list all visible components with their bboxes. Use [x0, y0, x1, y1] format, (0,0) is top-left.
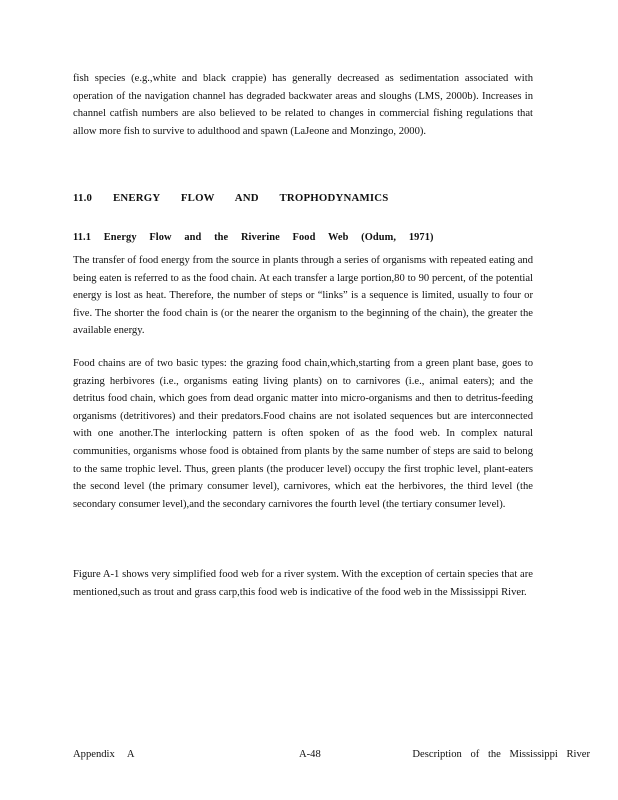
paragraph-block-4: [73, 566, 533, 601]
body-paragraph: The transfer of food energy from the source in plants through a series of organisms with repeated eating and being eaten is referred to as the food chain. At each transfer a large portion,80 to 90 percent, of the potential energy is lost as heat. Therefore, the number of steps or “links” is a sequence is limited, usually to four or five. The shorter the food chain is (or the nearer the organism to the beginning of the chain), the greater the available energy.: [73, 255, 533, 337]
footer-document-title: Description of the Mississippi River: [412, 749, 590, 760]
footer-appendix-label: Appendix A: [73, 749, 135, 760]
paragraph-block-2: [73, 252, 533, 340]
section-heading: 11.0 ENERGY FLOW AND TROPHODYNAMICS: [73, 192, 389, 204]
page-number: A-48: [299, 749, 321, 760]
paragraph-block-3: [73, 355, 533, 513]
body-paragraph: fish species (e.g.,white and black crappie) has generally decreased as sedimentation associated with operation of the navigation channel has degraded backwater areas and sloughs (LMS, 2000b). Increases in channel catfish numbers are also believed to be related to changes in commercial fishing regulations that allow more fish to survive to adulthood and spawn (LaJeone and Monzingo, 2000).: [73, 73, 533, 137]
subsection-heading: 11.1 Energy Flow and the Riverine Food Web (Odum, 1971): [73, 232, 434, 243]
body-paragraph: Figure A-1 shows very simplified food web for a river system. With the exception of certain species that are mentioned,such as trout and grass carp,this food web is indicative of the food web in the Mississippi River.: [73, 569, 533, 598]
body-paragraph: Food chains are of two basic types: the grazing food chain,which,starting from a green plant base, goes to grazing herbivores (i.e., organisms eating living plants) on to carnivores (i.e., animal eaters); and the detritus food chain, which goes from dead organic matter into micro-organisms and then to detritus-feeding organisms (detritivores) and their predators.Food chains are not isolated sequences but are interconnected with one another.The interlocking pattern is often spoken of as the food web. In complex natural communities, organisms whose food is obtained from plants by the same number of steps are said to belong to the same trophic level. Thus, green plants (the producer level) occupy the first trophic level, plant-eaters the second level (the primary consumer level), carnivores, which eat the herbivores, the third level (the secondary consumer level),and the secondary carnivores the fourth level (the tertiary consumer level).: [73, 358, 533, 510]
paragraph-block-1: [73, 70, 533, 140]
